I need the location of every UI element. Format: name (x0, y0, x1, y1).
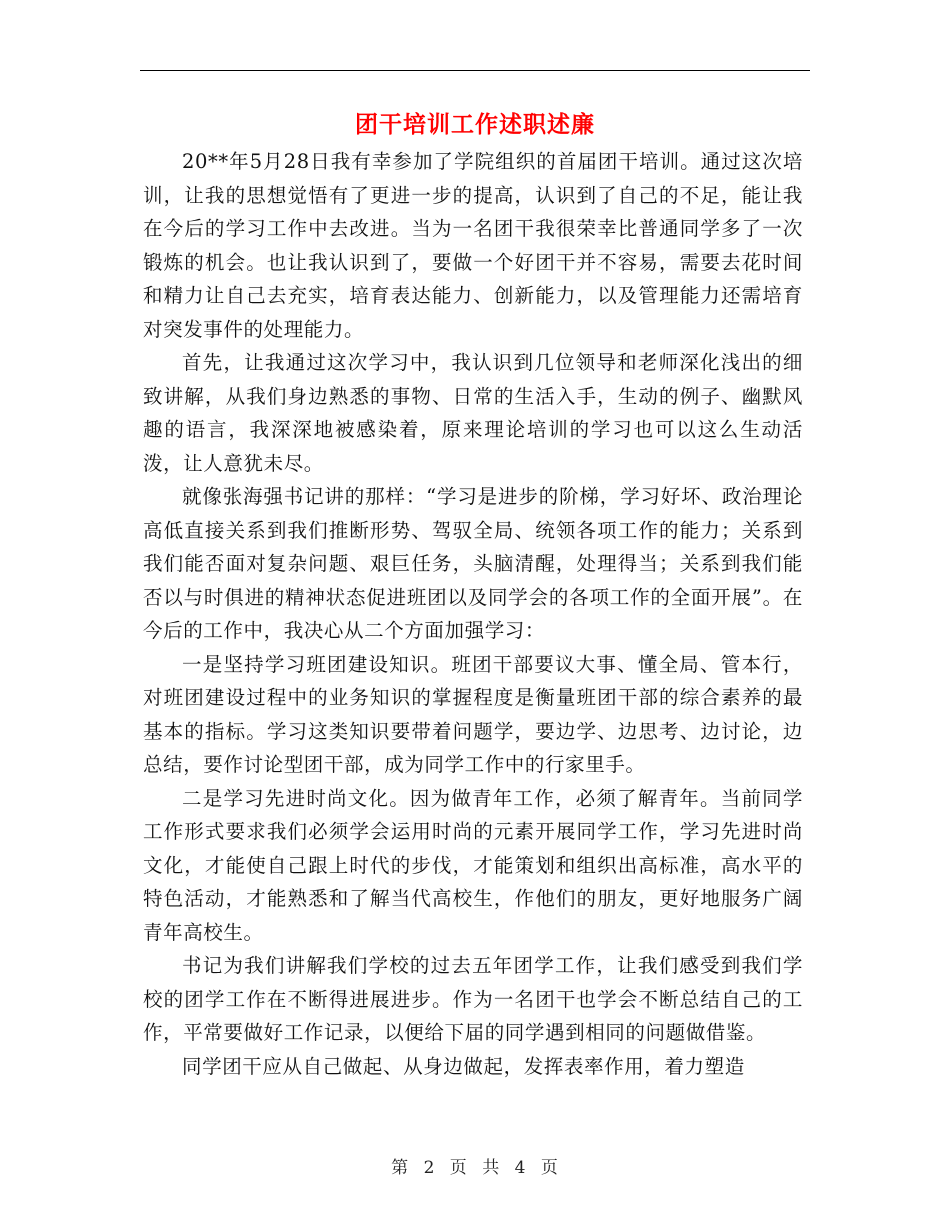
footer-total-prefix: 共 (482, 1158, 501, 1178)
document-body (143, 145, 803, 1083)
page-footer (0, 1153, 950, 1178)
document-title: 团干培训工作述职述廉 (355, 112, 595, 138)
footer-page-unit: 页 (449, 1158, 468, 1178)
header-rule (140, 70, 810, 71)
footer-page-number: 2 (423, 1158, 436, 1178)
paragraph: 书记为我们讲解我们学校的过去五年团学工作，让我们感受到我们学校的团学工作在不断得进展进步。作为一名团干也学会不断总结自己的工作，平常要做好工作记录，以便给下届的同学遇到相同的问题做借鉴。 (143, 954, 803, 1044)
footer-prefix: 第 (391, 1158, 410, 1178)
paragraph: 二是学习先进时尚文化。因为做青年工作，必须了解青年。当前同学工作形式要求我们必须学会运用时尚的元素开展同学工作，学习先进时尚文化，才能使自己跟上时代的步伐，才能策划和组织出高标准，高水平的特色活动，才能熟悉和了解当代高校生，作他们的朋友，更好地服务广阔青年高校生。 (143, 786, 803, 944)
paragraph: 同学团干应从自己做起、从身边做起，发挥表率作用，着力塑造 (182, 1054, 745, 1078)
paragraph: 就像张海强书记讲的那样：“学习是进步的阶梯，学习好坏、政治理论高低直接关系到我们推断形势、驾驭全局、统领各项工作的能力；关系到我们能否面对复杂问题、艰巨任务，头脑清醒，处理得当；关系到我们能否以与时俱进的精神状态促进班团以及同学会的各项工作的全面开展”。在今后的工作中，我决心从二个方面加强学习： (143, 485, 803, 642)
paragraph: 20**年5月28日我有幸参加了学院组织的首届团干培训。通过这次培训，让我的思想觉悟有了更进一步的提高，认识到了自己的不足，能让我在今后的学习工作中去改进。当为一名团干我很荣幸比普通同学多了一次锻炼的机会。也让我认识到了，要做一个好团干并不容易，需要去花时间和精力让自己去充实，培育表达能力、创新能力，以及管理能力还需培育对突发事件的处理能力。 (143, 150, 803, 341)
paragraph: 首先，让我通过这次学习中，我认识到几位领导和老师深化浅出的细致讲解，从我们身边熟悉的事物、日常的生活入手，生动的例子、幽默风趣的语言，我深深地被感染着，原来理论培训的学习也可以这么生动活泼，让人意犹未尽。 (143, 351, 803, 475)
paragraph: 一是坚持学习班团建设知识。班团干部要议大事、懂全局、管本行，对班团建设过程中的业务知识的掌握程度是衡量班团干部的综合素养的最基本的指标。学习这类知识要带着问题学，要边学、边思考、边讨论，边总结，要作讨论型团干部，成为同学工作中的行家里手。 (143, 652, 803, 776)
footer-total-unit: 页 (540, 1158, 559, 1178)
footer-total-pages: 4 (514, 1158, 527, 1178)
